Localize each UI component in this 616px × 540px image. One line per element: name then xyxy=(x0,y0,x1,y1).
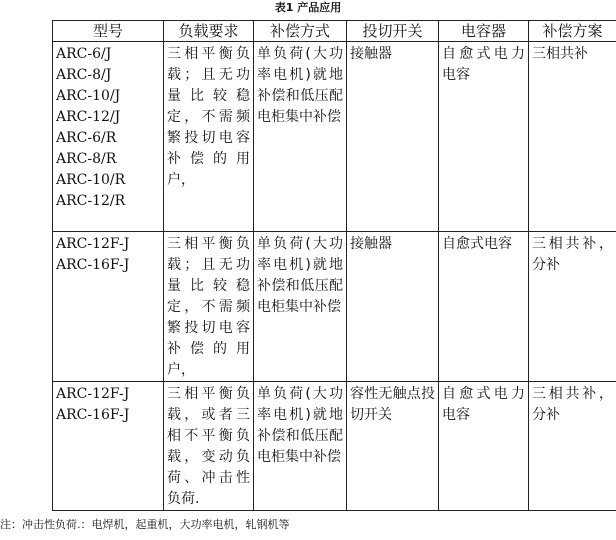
product-application-table xyxy=(52,20,616,511)
model-name: ARC-10/J xyxy=(56,88,121,104)
compensation-mode-text: 单负荷(大功率电机)就地补偿和低压配电柜集中补偿 xyxy=(257,236,343,315)
capacitor-text: 自愈式电容 xyxy=(442,236,512,252)
capacitor-cell xyxy=(439,382,529,511)
switching-device-text: 接触器 xyxy=(350,236,392,252)
header-compensation-mode: 补偿方式 xyxy=(254,21,347,42)
compensation-mode-text: 单负荷(大功率电机)就地补偿和低压配电柜集中补偿 xyxy=(257,386,343,465)
load-requirement-cell xyxy=(164,232,254,382)
compensation-mode-text: 单负荷(大功率电机)就地补偿和低压配电柜集中补偿 xyxy=(257,46,343,125)
model-name: ARC-16F-J xyxy=(56,257,130,273)
compensation-scheme-cell xyxy=(529,42,616,232)
model-name: ARC-6/J xyxy=(56,46,112,62)
capacitor-text: 自愈式电力电容 xyxy=(442,386,525,423)
switching-device-cell xyxy=(347,232,439,382)
compensation-scheme-text: 三相共补，分补 xyxy=(532,236,613,273)
model-name: ARC-12F-J xyxy=(56,236,130,252)
header-switching-device: 投切开关 xyxy=(347,21,439,42)
table-row xyxy=(53,42,616,232)
compensation-scheme-cell xyxy=(529,382,616,511)
compensation-mode-cell xyxy=(254,42,347,232)
load-requirement-text: 三相平衡负载；且无功量比较稳定，不需频繁投切电容补偿的用户， xyxy=(167,236,250,378)
switching-device-text: 接触器 xyxy=(350,46,392,62)
model-cell xyxy=(53,42,164,232)
table-caption: 表1 产品应用 xyxy=(274,1,342,14)
footnote: 注：冲击性负荷.：电焊机，起重机，大功率电机，轧钢机等 xyxy=(0,518,290,531)
load-requirement-text: 三相平衡负载；且无功量比较稳定，不需频繁投切电容补偿的用户， xyxy=(167,46,250,188)
load-requirement-text: 三相平衡负载，或者三相不平衡负载，变动负荷、冲击性负荷. xyxy=(167,386,250,507)
model-name: ARC-12F-J xyxy=(56,386,130,402)
load-requirement-cell xyxy=(164,382,254,511)
model-name: ARC-12/R xyxy=(56,193,126,209)
capacitor-cell xyxy=(439,232,529,382)
compensation-mode-cell xyxy=(254,232,347,382)
model-cell xyxy=(53,382,164,511)
switching-device-cell xyxy=(347,42,439,232)
compensation-mode-cell xyxy=(254,382,347,511)
load-requirement-cell xyxy=(164,42,254,232)
model-name: ARC-6/R xyxy=(56,130,117,146)
header-model: 型号 xyxy=(53,21,164,42)
table-row xyxy=(53,232,616,382)
model-name: ARC-8/J xyxy=(56,67,112,83)
table-header-row xyxy=(53,21,616,42)
table-row xyxy=(53,382,616,511)
header-load-requirement: 负载要求 xyxy=(164,21,254,42)
switching-device-text: 容性无触点投切开关 xyxy=(350,386,435,423)
model-name: ARC-8/R xyxy=(56,151,117,167)
header-capacitor: 电容器 xyxy=(439,21,529,42)
model-name: ARC-16F-J xyxy=(56,407,130,423)
compensation-scheme-text: 三相共补，分补 xyxy=(532,386,613,423)
model-name: ARC-12/J xyxy=(56,109,121,125)
switching-device-cell xyxy=(347,382,439,511)
capacitor-text: 自愈式电力电容 xyxy=(442,46,525,83)
compensation-scheme-cell xyxy=(529,232,616,382)
model-name: ARC-10/R xyxy=(56,172,126,188)
compensation-scheme-text: 三相共补 xyxy=(532,46,588,62)
header-compensation-scheme: 补偿方案 xyxy=(529,21,616,42)
model-cell xyxy=(53,232,164,382)
capacitor-cell xyxy=(439,42,529,232)
